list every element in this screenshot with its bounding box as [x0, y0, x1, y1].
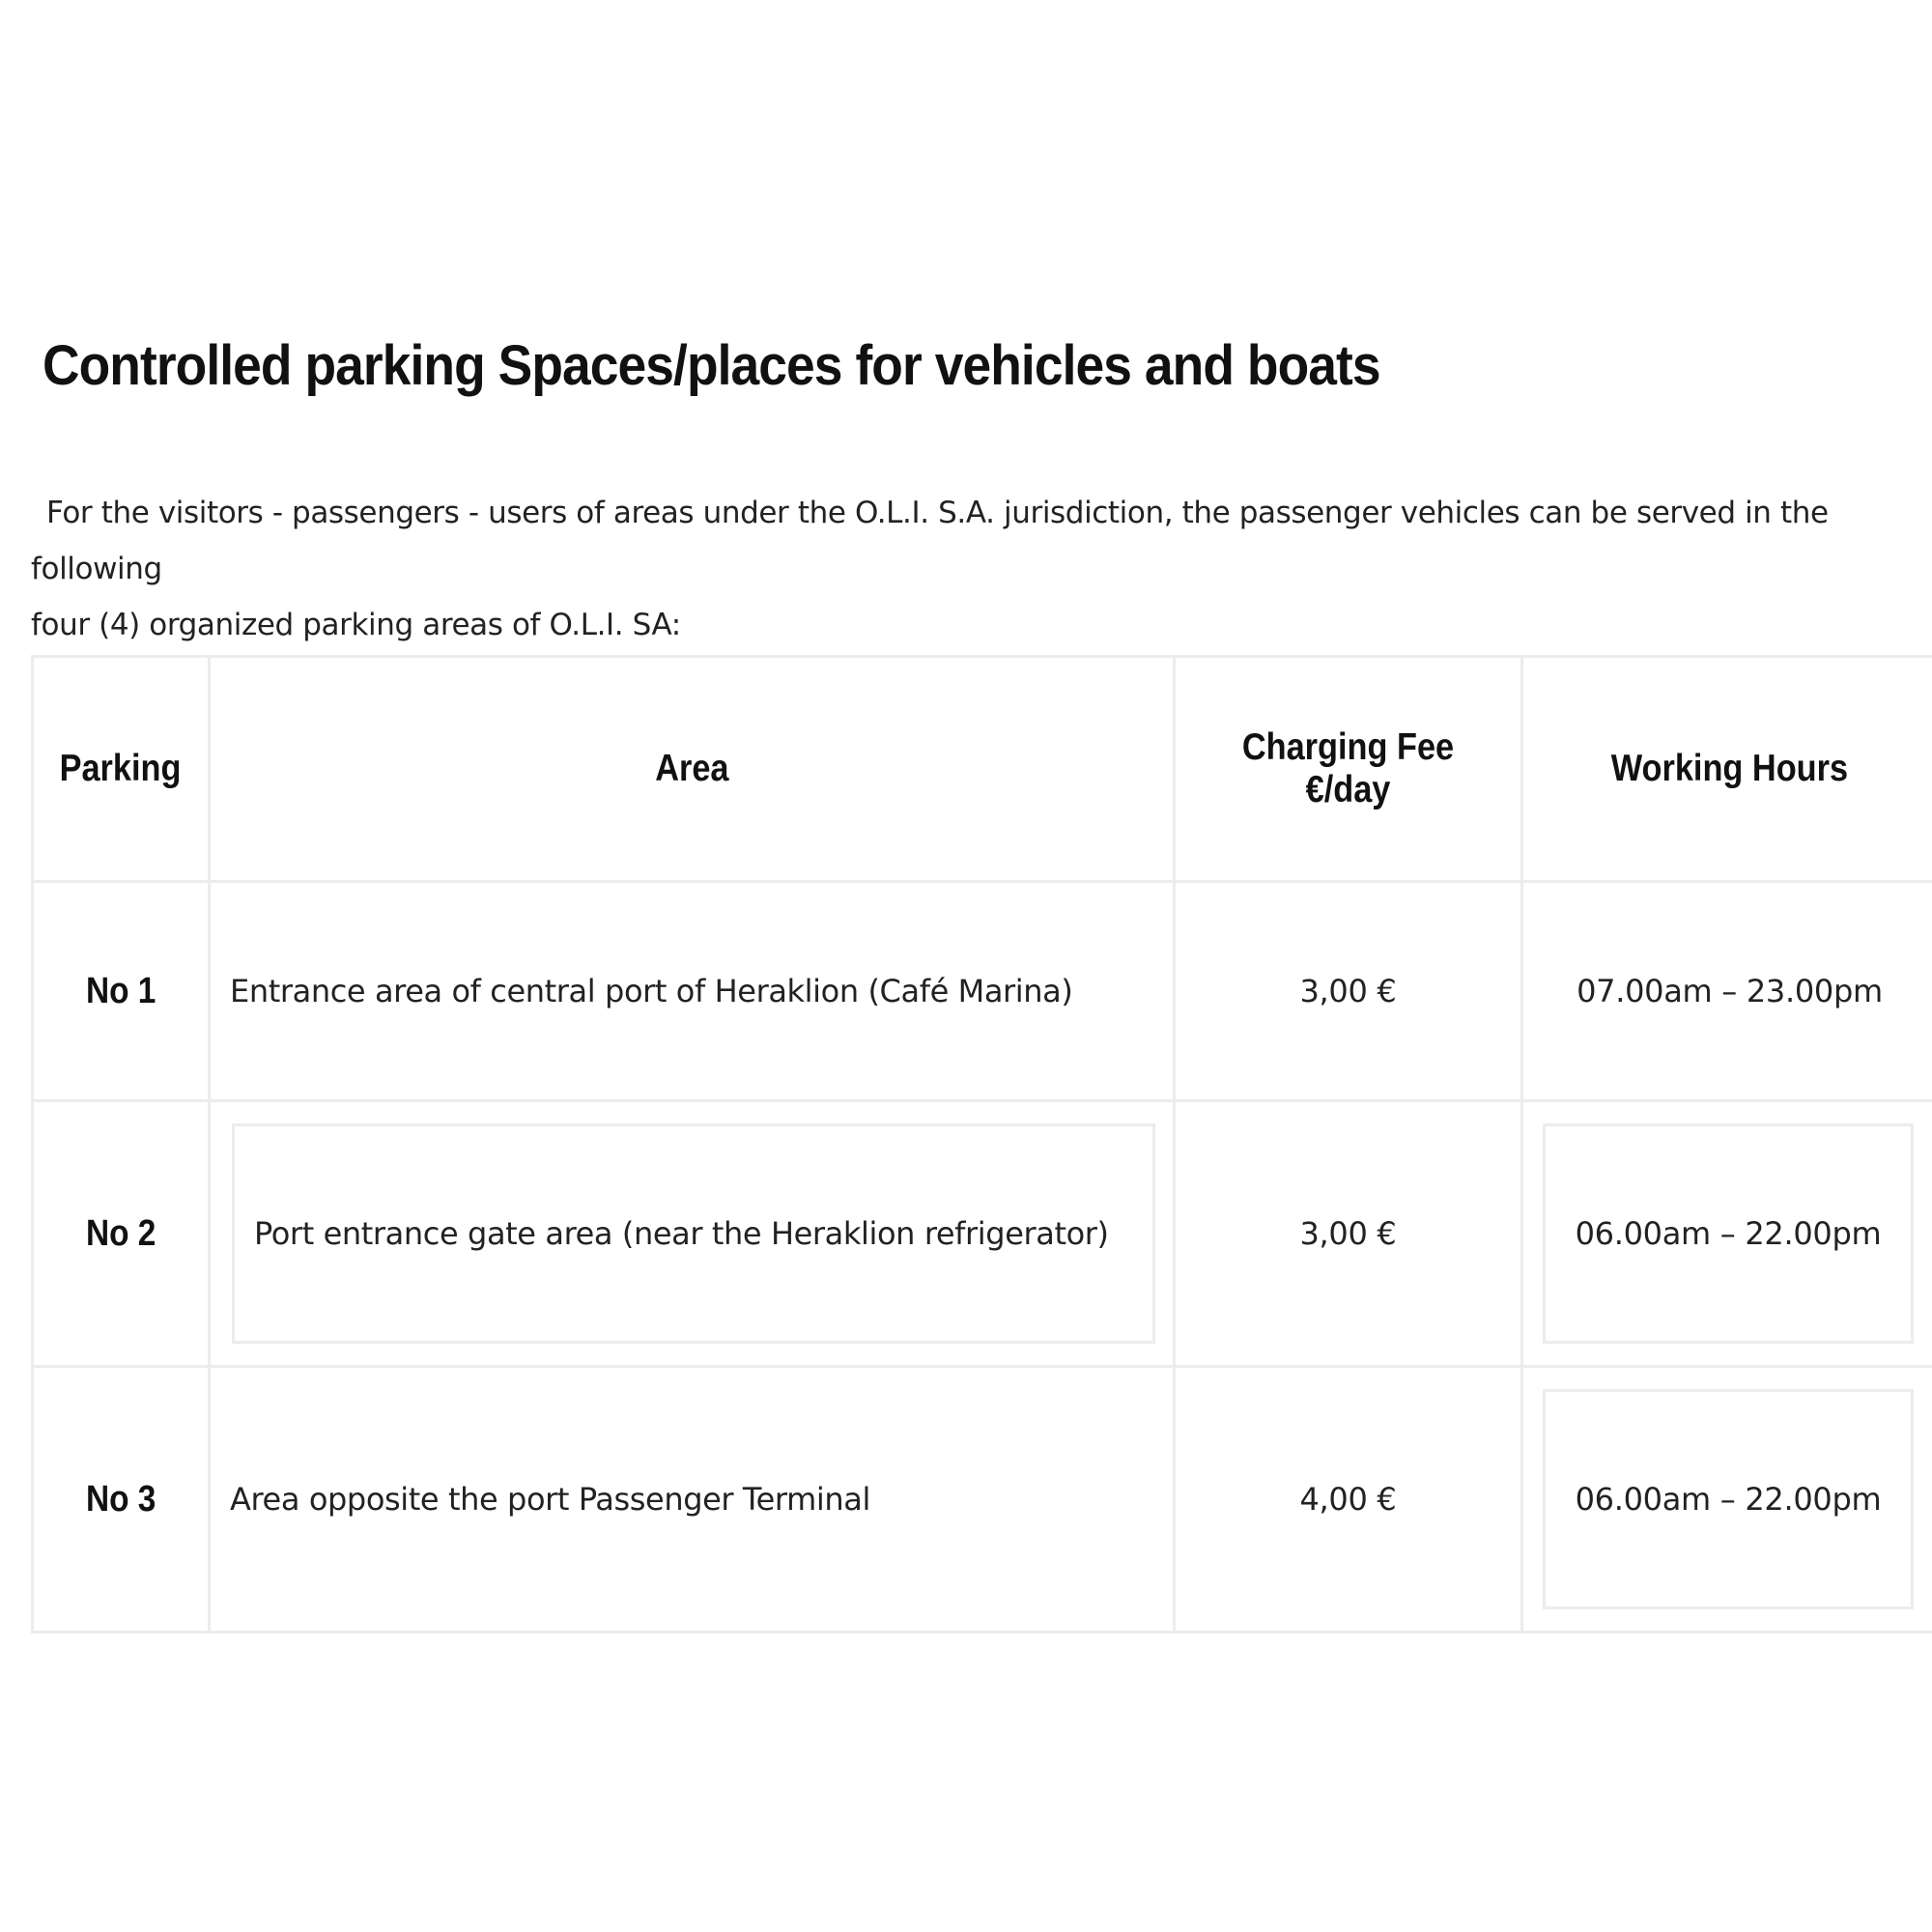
header-working-hours: Working Hours	[1522, 657, 1932, 882]
fee-cell: 4,00 €	[1175, 1367, 1522, 1633]
area-inner-box	[232, 1123, 1155, 1344]
page-title: Controlled parking Spaces/places for vehicles and boats	[43, 334, 1380, 397]
fee-cell: 3,00 €	[1175, 1101, 1522, 1367]
parking-number-cell: No 2	[33, 1101, 210, 1367]
table-row	[33, 1367, 1932, 1633]
hours-text: 06.00am – 22.00pm	[1575, 1215, 1882, 1252]
table-row	[33, 882, 1932, 1101]
header-area: Area	[210, 657, 1175, 882]
intro-paragraph	[31, 485, 1932, 653]
parking-number-cell: No 1	[33, 882, 210, 1101]
parking-table	[31, 655, 1932, 1634]
table-header-row	[33, 657, 1932, 882]
hours-cell: 07.00am – 23.00pm	[1522, 882, 1932, 1101]
hours-inner-box	[1543, 1123, 1914, 1344]
parking-number-cell: No 3	[33, 1367, 210, 1633]
hours-cell	[1522, 1101, 1932, 1367]
area-cell	[210, 1101, 1175, 1367]
intro-line-2: four (4) organized parking areas of O.L.I. SA:	[31, 608, 681, 642]
intro-line-1: For the visitors - passengers - users of areas under the O.L.I. S.A. jurisdiction, the passenger vehicles can be served in the following	[31, 496, 1829, 586]
fee-cell: 3,00 €	[1175, 882, 1522, 1101]
header-parking: Parking	[33, 657, 210, 882]
header-charging-fee: Charging Fee €/day	[1175, 657, 1522, 882]
area-cell: Entrance area of central port of Heraklion (Café Marina)	[210, 882, 1175, 1101]
hours-cell	[1522, 1367, 1932, 1633]
table-row	[33, 1101, 1932, 1367]
area-cell: Area opposite the port Passenger Terminal	[210, 1367, 1175, 1633]
hours-text: 06.00am – 22.00pm	[1575, 1481, 1882, 1518]
area-text: Port entrance gate area (near the Heraklion refrigerator)	[254, 1215, 1109, 1252]
hours-inner-box	[1543, 1389, 1914, 1609]
